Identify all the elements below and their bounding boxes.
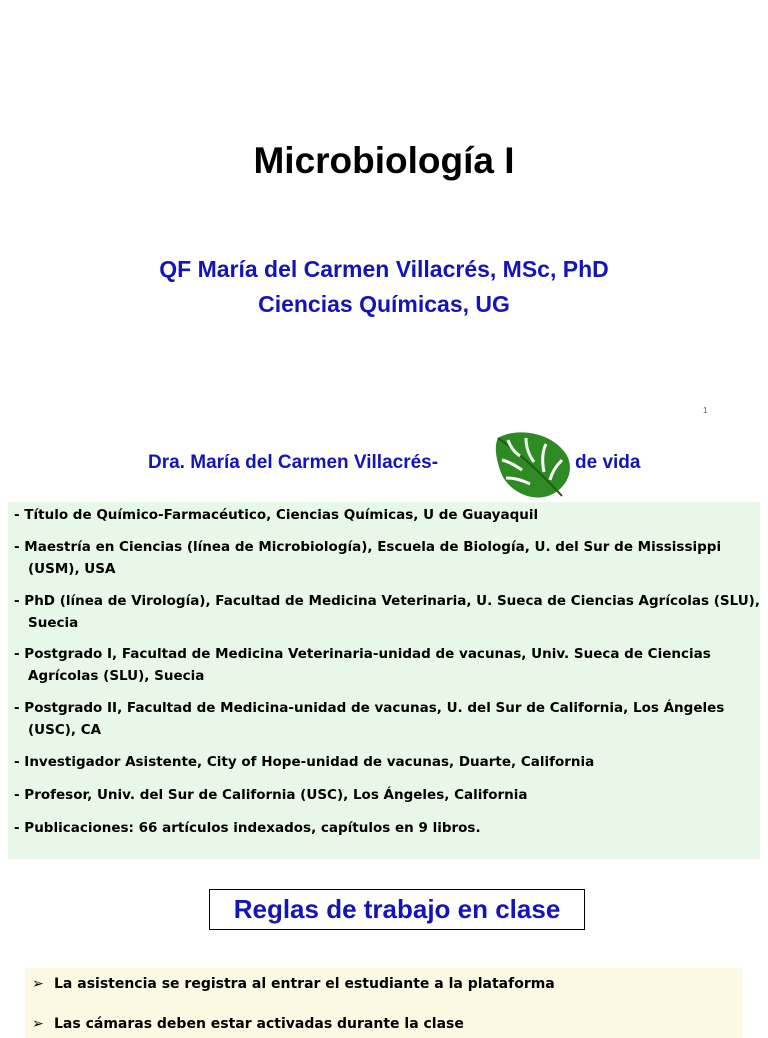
rule-item <box>32 974 555 994</box>
cv-item: - Postgrado I, Facultad de Medicina Veterinaria-unidad de vacunas, Univ. Sueca de Ciencias Agrícolas (SLU), Suecia <box>14 646 711 684</box>
slide-number: 1 <box>703 406 708 415</box>
arrow-bullet-icon: ➢ <box>32 1016 44 1032</box>
rule-item <box>32 1014 464 1034</box>
rule-text: La asistencia se registra al entrar el estudiante a la plataforma <box>54 976 555 992</box>
cv-item: - Maestría en Ciencias (línea de Microbiología), Escuela de Biología, U. del Sur de Mississippi (USM), USA <box>14 539 722 577</box>
cv-item: - Título de Químico-Farmacéutico, Ciencias Químicas, U de Guayaquil <box>14 507 539 523</box>
rule-text: Las cámaras deben estar activadas durante la clase <box>54 1016 464 1032</box>
section-title-suffix: de vida <box>575 452 641 473</box>
rules-title: Reglas de trabajo en clase <box>209 889 585 930</box>
author-name: QF María del Carmen Villacrés, MSc, PhD <box>159 256 609 282</box>
slide-title: Microbiología I <box>253 140 515 181</box>
monstera-leaf-icon <box>492 430 574 500</box>
cv-item: - Investigador Asistente, City of Hope-unidad de vacunas, Duarte, California <box>14 754 595 770</box>
cv-item: - Postgrado II, Facultad de Medicina-unidad de vacunas, U. del Sur de California, Los Ángeles (USC), CA <box>14 700 725 738</box>
section-title: Dra. María del Carmen Villacrés- <box>148 452 439 473</box>
cv-item: - PhD (línea de Virología), Facultad de Medicina Veterinaria, U. Sueca de Ciencias Agrícolas (SLU), Suecia <box>14 593 760 631</box>
cv-box <box>8 502 760 859</box>
cv-item: - Publicaciones: 66 artículos indexados, capítulos en 9 libros. <box>14 820 481 836</box>
cv-item: - Profesor, Univ. del Sur de California (USC), Los Ángeles, California <box>14 787 528 803</box>
arrow-bullet-icon: ➢ <box>32 976 44 992</box>
rules-box <box>25 968 742 1038</box>
author-affiliation: Ciencias Químicas, UG <box>258 291 510 317</box>
author-block <box>0 252 768 322</box>
